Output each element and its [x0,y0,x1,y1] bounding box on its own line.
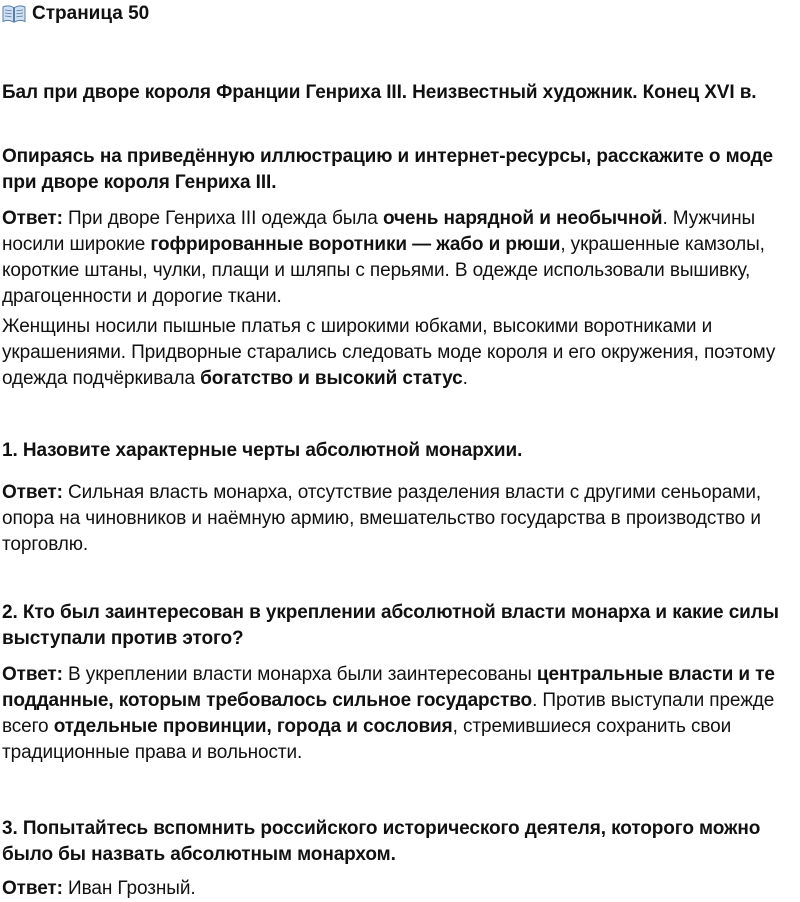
answer-text: В укреплении власти монарха были заинтересованы [62,664,537,685]
answer-text: Женщины носили пышные платья с широкими юбками, высокими воротниками и украшениями. Придворные старались следовать моде короля и его окружения, поэтому одежда подчёркивала [2,316,776,389]
answer-2 [2,662,796,766]
open-book-icon [2,4,26,24]
answer-3 [2,876,796,902]
illustration-caption: Бал при дворе короля Франции Генриха III. Неизвестный художник. Конец XVI в. [2,82,757,103]
task-answer-paragraph-2 [2,314,796,392]
answer-label: Ответ: [2,208,63,229]
question-1: 1. Назовите характерные черты абсолютной монархии. [2,440,523,461]
answer-text-emphasis: богатство и высокий статус [200,368,463,389]
answer-1 [2,480,796,558]
answer-text: Сильная власть монарха, отсутствие разделения власти с другими сеньорами, опора на чиновников и наёмную армию, вмешательство государства в производство и торговлю. [2,482,762,555]
page-title: Страница 50 [32,3,150,24]
answer-text: , украшенные камзолы, короткие штаны, чулки, плащи и шляпы с перьями. В одежде использовали вышивку, драгоценности и дорогие ткани. [2,234,765,307]
page-header [2,2,149,26]
answer-text: . Против выступали прежде всего [2,690,775,737]
answer-text: . Мужчины носили широкие [2,208,756,255]
task-answer-paragraph-1 [2,206,796,310]
question-3: 3. Попытайтесь вспомнить российского исторического деятеля, которого можно было бы назвать абсолютным монархом. [2,818,761,865]
answer-text-emphasis: центральные власти и те подданные, которым требовалось сильное государство [2,664,775,711]
task-question: Опираясь на приведённую иллюстрацию и интернет-ресурсы, расскажите о моде при дворе короля Генриха III. [2,146,773,193]
answer-text: . [462,368,468,389]
answer-text: При дворе Генриха III одежда была [62,208,383,229]
answer-text-emphasis: отдельные провинции, города и сословия [53,716,453,737]
answer-text-emphasis: очень нарядной и необычной [382,208,663,229]
question-2: 2. Кто был заинтересован в укреплении абсолютной власти монарха и какие силы выступали против этого? [2,602,779,649]
answer-label: Ответ: [2,482,63,503]
answer-text: Иван Грозный. [62,878,196,899]
answer-text-emphasis: гофрированные воротники — жабо и рюши [150,234,561,255]
answer-label: Ответ: [2,664,63,685]
answer-label: Ответ: [2,878,63,899]
answer-text: , стремившиеся сохранить свои традиционные права и вольности. [2,716,732,763]
